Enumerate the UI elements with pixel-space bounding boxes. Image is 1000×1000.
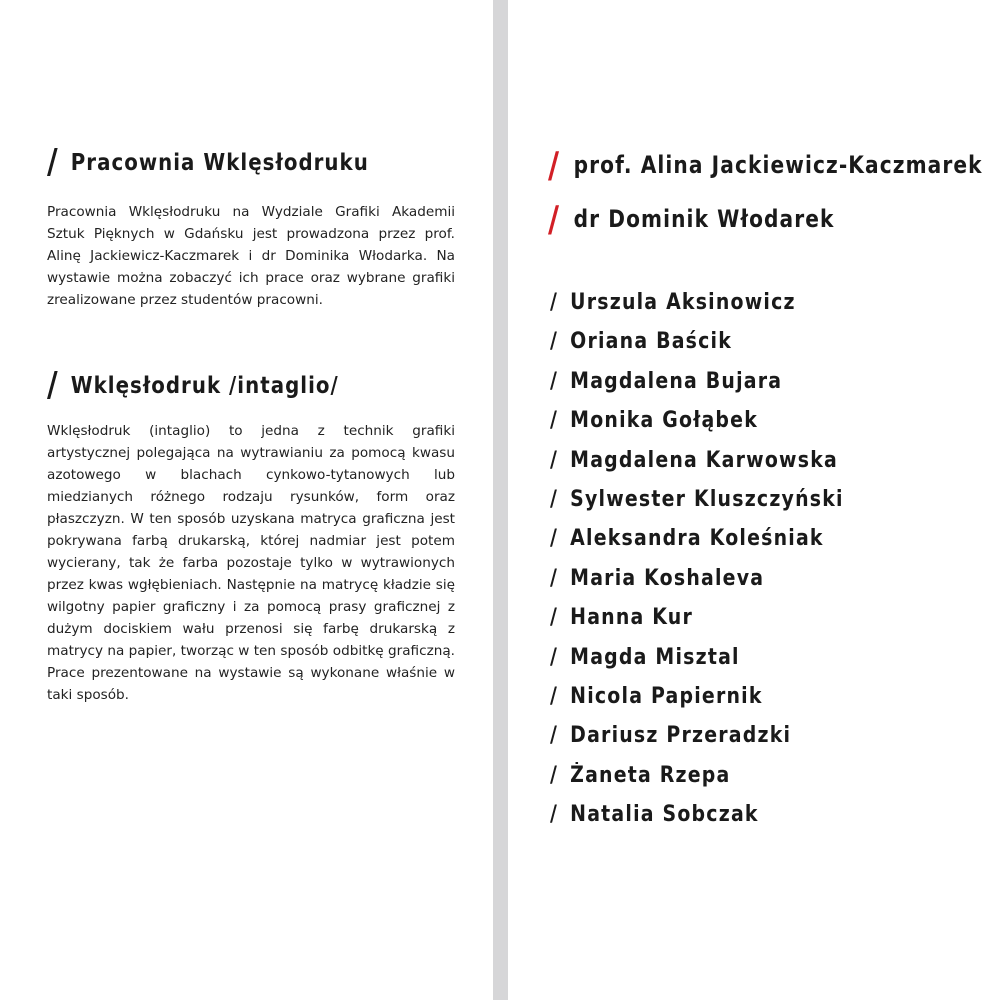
- heading-title: Pracownia Wklęsłodruku: [70, 150, 369, 176]
- list-slash: /: [550, 802, 559, 828]
- list-slash: /: [550, 368, 559, 394]
- list-item: [550, 519, 844, 558]
- list-slash: /: [550, 762, 559, 788]
- heading-title: Wklęsłodruk /intaglio/: [70, 373, 339, 399]
- list-slash: /: [550, 447, 559, 473]
- student-name: Monika Gołąbek: [570, 408, 759, 434]
- student-name: Magdalena Bujara: [570, 368, 783, 394]
- student-list: [550, 283, 892, 834]
- lead-slash: /: [548, 199, 561, 240]
- page-divider: [493, 0, 508, 1000]
- list-slash: /: [550, 644, 559, 670]
- list-item: [550, 638, 844, 677]
- list-slash: /: [550, 329, 559, 355]
- student-name: Urszula Aksinowicz: [570, 290, 796, 315]
- lead-name-1: [548, 145, 983, 186]
- student-name: Natalia Sobczak: [570, 802, 759, 828]
- list-item: [550, 795, 844, 834]
- list-item: [550, 716, 844, 755]
- list-item: [550, 322, 844, 361]
- list-item: [550, 401, 844, 440]
- student-name: Maria Koshaleva: [570, 565, 765, 591]
- list-item: [550, 677, 844, 716]
- list-slash: /: [550, 486, 559, 512]
- list-item: [550, 283, 844, 322]
- student-name: Dariusz Przeradzki: [570, 723, 792, 749]
- student-name: Aleksandra Koleśniak: [570, 526, 824, 552]
- list-item: [550, 598, 844, 637]
- list-item: [550, 559, 844, 598]
- list-item: [550, 756, 844, 795]
- student-name: Hanna Kur: [570, 605, 694, 631]
- student-name: Magda Misztal: [570, 644, 740, 670]
- student-name: Nicola Papiernik: [570, 683, 763, 709]
- lead-name-2: [548, 199, 835, 240]
- list-slash: /: [550, 408, 559, 434]
- section-heading-pracownia: [47, 142, 369, 182]
- list-slash: /: [550, 683, 559, 709]
- section-heading-wklesłodruk: [47, 365, 339, 405]
- heading-slash: /: [47, 142, 59, 182]
- section-text-pracownia: Pracownia Wklęsłodruku na Wydziale Grafiki Akademii Sztuk Pięknych w Gdańsku jest prowadzona przez prof. Alinę Jackiewicz-Kaczmarek i dr Dominika Włodarka. Na wystawie można zobaczyć ich prace oraz wybrane grafiki zrealizowane przez studentów pracowni.: [47, 204, 455, 308]
- list-slash: /: [550, 723, 559, 749]
- list-slash: /: [550, 605, 559, 631]
- list-slash: /: [550, 526, 559, 552]
- list-slash: /: [550, 290, 559, 315]
- heading-slash: /: [47, 365, 59, 405]
- student-name: Sylwester Kluszczyński: [570, 486, 844, 512]
- lead-name-text: prof. Alina Jackiewicz-Kaczmarek: [573, 151, 983, 179]
- list-item: [550, 362, 844, 401]
- list-slash: /: [550, 565, 559, 591]
- list-item: [550, 480, 844, 519]
- student-name: Magdalena Karwowska: [570, 447, 838, 473]
- list-item: [550, 441, 844, 480]
- student-name: Oriana Baścik: [570, 329, 733, 355]
- section-text-wklesłodruk: Wklęsłodruk (intaglio) to jedna z technik grafiki artystycznej polegająca na wytrawianiu za pomocą kwasu azotowego w blachach cynkowo-tytanowych lub miedzianych różnego rodzaju rysunków, form oraz płaszczyzn. W ten sposób uzyskana matryca graficzna jest pokrywana farbą drukarską, której nadmiar jest potem wycierany, tak że farba pozostaje tylko w wytrawionych przez kwas wgłębieniach. Następnie na matrycę kładzie się wilgotny papier graficzny i za pomocą prasy graficznej z dużym dociskiem wału przenosi się farbę drukarską z matrycy na papier, tworząc w ten sposób odbitkę graficzną. Prace prezentowane na wystawie są wykonane właśnie w taki sposób.: [47, 423, 455, 703]
- lead-slash: /: [548, 145, 561, 186]
- lead-name-text: dr Dominik Włodarek: [573, 205, 835, 233]
- student-name: Żaneta Rzepa: [570, 762, 731, 788]
